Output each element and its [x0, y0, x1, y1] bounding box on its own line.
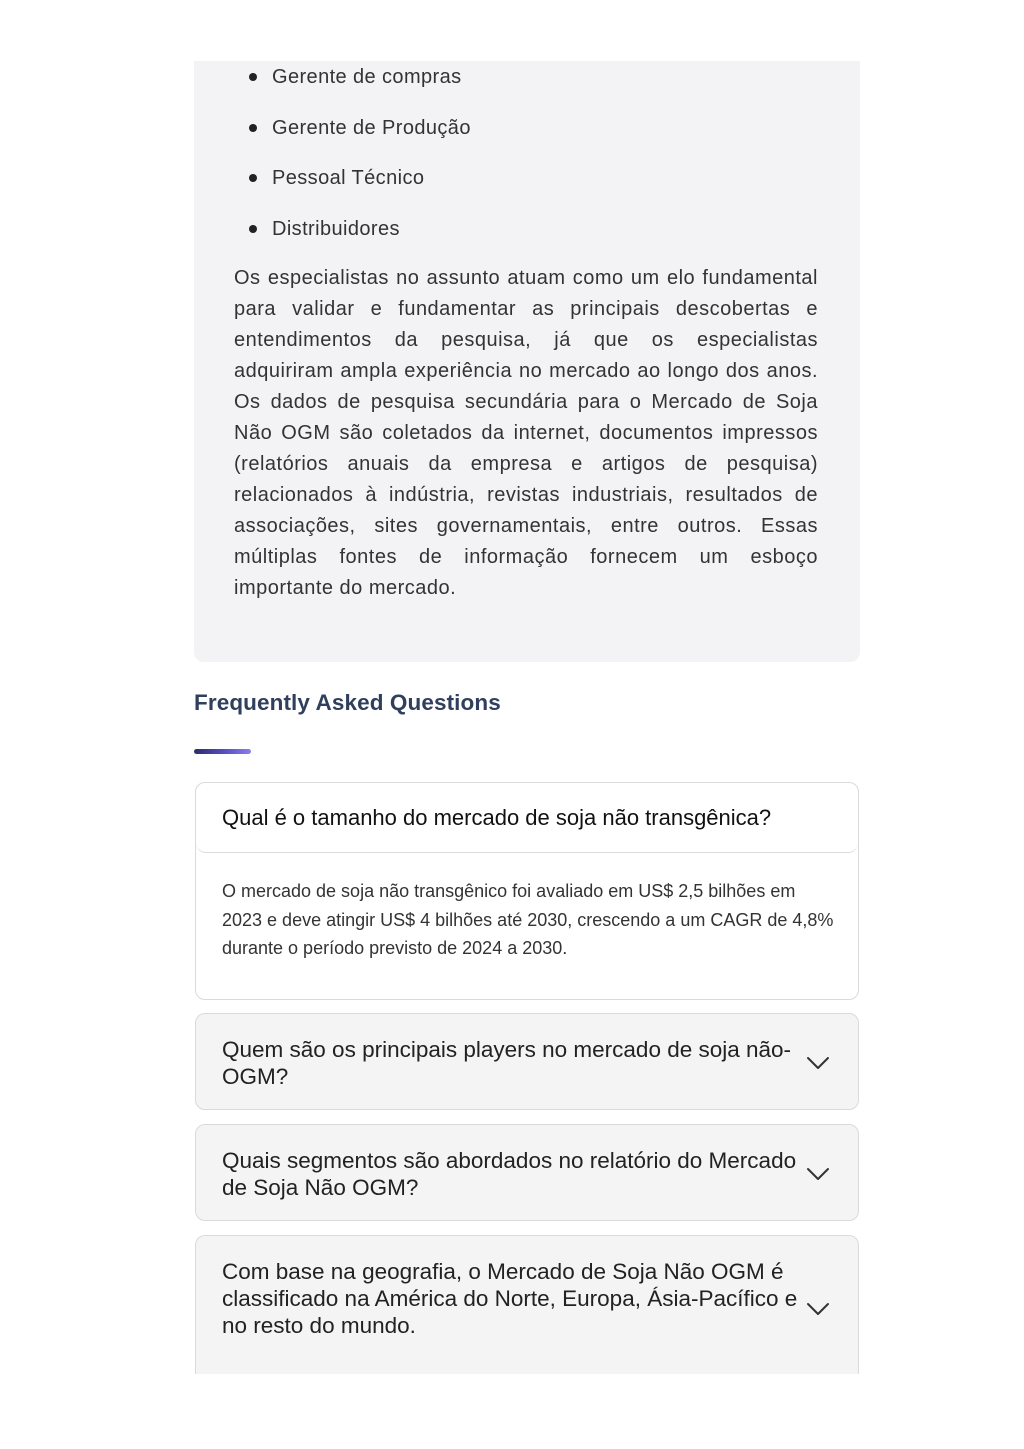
- bullet-icon: [249, 73, 257, 81]
- faq-item-collapsed[interactable]: [195, 1235, 859, 1395]
- faq-question-text: Quem são os principais players no mercado de soja não-OGM?: [222, 1037, 792, 1089]
- chevron-down-icon[interactable]: [806, 1167, 830, 1181]
- faq-heading: Frequently Asked Questions: [194, 690, 501, 715]
- list-item: [232, 61, 471, 112]
- bullet-icon: [249, 225, 257, 233]
- chevron-down-icon[interactable]: [806, 1056, 830, 1070]
- faq-question-text: Qual é o tamanho do mercado de soja não transgênica?: [222, 805, 772, 830]
- methodology-paragraph: Os especialistas no assunto atuam como um elo fundamental para validar e fundamentar as principais descobertas e entendimentos da pesquisa, já que os especialistas adquiriram ampla experiência no mercado ao longo dos anos. Os dados de pesquisa secundária para o Mercado de Soja Não OGM são coletados da internet, documentos impressos (relatórios anuais da empresa e artigos de pesquisa) relacionados à indústria, revistas industriais, resultados de associações, sites governamentais, entre outros. Essas múltiplas fontes de informação fornecem um esboço importante do mercado.: [234, 267, 818, 599]
- bullet-icon: [249, 124, 257, 132]
- page-bottom-margin: [0, 1374, 1024, 1449]
- list-item-label: Gerente de Produção: [272, 116, 471, 139]
- faq-item-collapsed[interactable]: [195, 1124, 859, 1221]
- faq-answer: O mercado de soja não transgênico foi avaliado em US$ 2,5 bilhões em 2023 e deve atingir US$ 4 bilhões até 2030, crescendo a um CAGR de 4,8% durante o período previsto de 2024 a 2030.: [222, 881, 834, 958]
- bullet-icon: [249, 174, 257, 182]
- list-item-label: Pessoal Técnico: [272, 167, 425, 189]
- chevron-down-icon[interactable]: [806, 1302, 830, 1316]
- list-item: [232, 162, 471, 213]
- faq-question-toggle[interactable]: [196, 783, 858, 853]
- list-item: [232, 112, 471, 163]
- list-item-label: Gerente de compras: [272, 66, 462, 88]
- faq-question-text: Quais segmentos são abordados no relatório do Mercado de Soja Não OGM?: [222, 1148, 797, 1200]
- methodology-panel: [194, 61, 860, 662]
- faq-question-text: Com base na geografia, o Mercado de Soja Não OGM é classificado na América do Norte, Europa, Ásia-Pacífico e no resto do mundo.: [222, 1259, 798, 1338]
- stakeholder-list: [232, 61, 471, 263]
- faq-item-expanded: [195, 782, 859, 1000]
- list-item: [232, 213, 471, 264]
- list-item-label: Distribuidores: [272, 217, 400, 240]
- heading-accent-bar: [194, 749, 251, 754]
- faq-item-collapsed[interactable]: [195, 1013, 859, 1110]
